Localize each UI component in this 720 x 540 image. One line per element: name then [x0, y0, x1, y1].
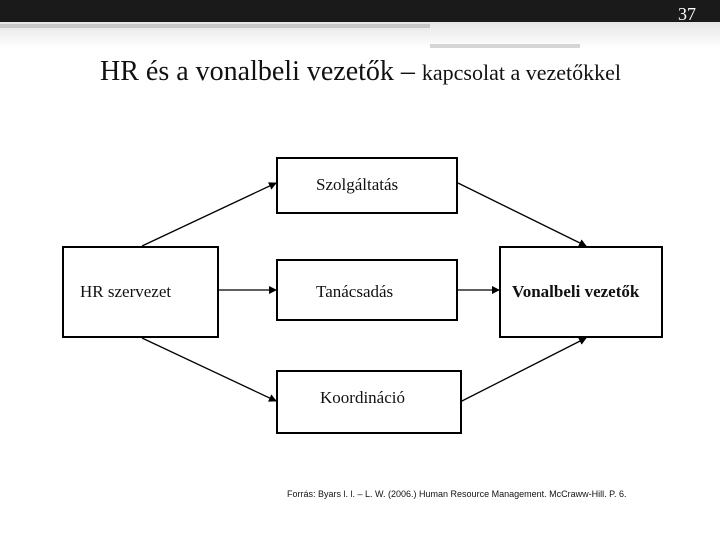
node-hr-label: HR szervezet [80, 282, 172, 301]
node-advisory-label: Tanácsadás [316, 282, 394, 301]
arrow-services-to-managers [458, 183, 586, 246]
page-number: 37 [678, 4, 696, 24]
node-coordination-label: Koordináció [320, 388, 405, 407]
node-services-label: Szolgáltatás [316, 175, 399, 194]
arrow-hr-to-services [142, 183, 276, 246]
source-citation: Forrás: Byars l. l. – L. W. (2006.) Human Resource Management. McCraww-Hill. P. 6. [287, 489, 627, 499]
title-main: HR és a vonalbeli vezetők – [100, 56, 422, 87]
arrow-coordination-to-managers [458, 338, 586, 403]
title-rest: kapcsolat a vezetőkkel [421, 60, 622, 85]
node-line-managers-label: Vonalbeli vezetők [512, 282, 640, 301]
arrow-hr-to-coordination [142, 338, 276, 401]
